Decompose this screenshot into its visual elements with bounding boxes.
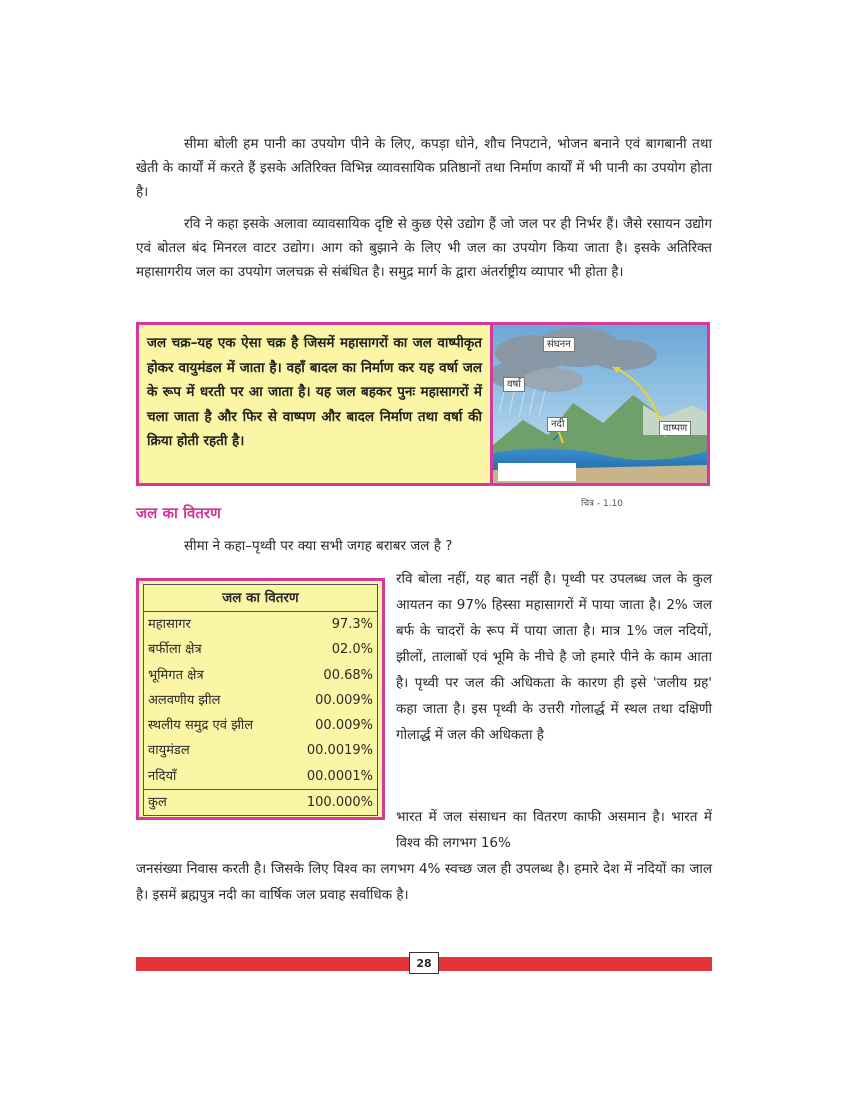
row-label: नदियाँ bbox=[148, 768, 177, 784]
row-label: वायुमंडल bbox=[148, 743, 190, 759]
paragraph-seema-text: सीमा बोली हम पानी का उपयोग पीने के लिए, कपड़ा धोने, शौच निपटाने, भोजन बनाने एवं बागबानी तथा खेती के कार्यों में करते हैं इसके अतिरिक्त विभिन्न व्यावसायिक प्रतिष्ठानों तथा निर्माण कार्यों में भी पानी का उपयोग होता है। bbox=[136, 136, 712, 200]
water-cycle-diagram bbox=[493, 325, 707, 483]
row-value: 02.0% bbox=[331, 642, 373, 658]
water-cycle-illustration bbox=[493, 325, 707, 483]
label-evaporation: वाष्पण bbox=[659, 421, 691, 436]
paragraph-seema bbox=[136, 132, 712, 204]
paragraph-india-rest: जनसंख्या निवास करती है। जिसके लिए विश्व का लगभग 4% स्वच्छ जल ही उपलब्ध है। हमारे देश में नदियों का जाल है। इसमें ब्रह्मपुत्र नदी का वार्षिक जल प्रवाह सर्वाधिक है। bbox=[136, 861, 712, 903]
water-cycle-text: जल चक्र–यह एक ऐसा चक्र है जिसमें महासागरों का जल वाष्पीकृत होकर वायुमंडल में जाता है। वहाँ बादल का निर्माण कर यह वर्षा जल के रूप में धरती पर आ जाता है। यह जल बहकर पुनः महासागरों में चला जाता है और फिर से वाष्पण और बादल निर्माण तथा वर्षा की क्रिया होती रहती है। bbox=[139, 325, 493, 483]
label-condensation: संघनन bbox=[543, 337, 575, 352]
table-row bbox=[144, 713, 377, 738]
paragraph-ravi bbox=[136, 212, 712, 284]
paragraph-distribution bbox=[396, 566, 712, 748]
row-value: 00.009% bbox=[315, 692, 373, 708]
row-value: 00.009% bbox=[315, 718, 373, 734]
blank-label-box bbox=[498, 463, 576, 481]
total-value: 100.000% bbox=[306, 795, 373, 811]
row-value: 00.0001% bbox=[306, 768, 373, 784]
paragraph-india-start-text: भारत में जल संसाधन का वितरण काफी असमान है। भारत में विश्व की लगभग 16% bbox=[396, 809, 712, 851]
figure-caption: चित्र - 1.10 bbox=[581, 499, 624, 509]
row-value: 00.68% bbox=[323, 667, 373, 683]
table-total-row bbox=[144, 789, 377, 815]
row-value: 00.0019% bbox=[306, 743, 373, 759]
table-body bbox=[143, 611, 378, 816]
paragraph-distribution-text: रवि बोला नहीं, यह बात नहीं है। पृथ्वी पर उपलब्ध जल के कुल आयतन का 97% हिस्सा महासागरों में पाया जाता है। 2% जल बर्फ के चादरों के रूप में पाया जाता है। मात्र 1% जल नदियों, झीलों, तालाबों एवं भूमि के नीचे है जो हमारे पीने के काम आता है। पृथ्वी पर जल की अधिकता के कारण ही इसे 'जलीय ग्रह' कहा जाता है। इस पृथ्वी के उत्तरी गोलार्द्ध में स्थल तथा दक्षिणी गोलार्द्ध में जल की अधिकता है bbox=[396, 571, 712, 743]
page-number: 28 bbox=[409, 952, 439, 974]
table-row bbox=[144, 738, 377, 763]
seema-question: सीमा ने कहा–पृथ्वी पर क्या सभी जगह बराबर जल है ? bbox=[184, 538, 453, 554]
label-river: नदी bbox=[547, 417, 568, 432]
table-title: जल का वितरण bbox=[143, 584, 378, 611]
total-label: कुल bbox=[148, 795, 167, 811]
label-rain: वर्षा bbox=[503, 377, 525, 392]
paragraph-india-start bbox=[396, 804, 712, 856]
paragraph-ravi-text: रवि ने कहा इसके अलावा व्यावसायिक दृष्टि से कुछ ऐसे उद्योग हैं जो जल पर ही निर्भर हैं। जैसे रसायन उद्योग एवं बोतल बंद मिनरल वाटर उद्योग। आग को बुझाने के लिए भी जल का उपयोग किया जाता है। इसके अतिरिक्त महासागरीय जल का उपयोग जलचक्र से संबंधित है। समुद्र मार्ग के द्वारा अंतर्राष्ट्रीय व्यापार भी होता है। bbox=[136, 216, 712, 280]
section-heading: जल का वितरण bbox=[136, 504, 221, 522]
row-label: भूमिगत क्षेत्र bbox=[148, 667, 204, 683]
row-label: बर्फीला क्षेत्र bbox=[148, 642, 202, 658]
table-row bbox=[144, 612, 377, 637]
table-row bbox=[144, 688, 377, 713]
table-row bbox=[144, 764, 377, 789]
row-label: महासागर bbox=[148, 617, 191, 632]
row-label: अलवणीय झील bbox=[148, 692, 221, 708]
water-cycle-box bbox=[136, 322, 710, 486]
table-row bbox=[144, 637, 377, 662]
table-row bbox=[144, 663, 377, 688]
distribution-table bbox=[136, 578, 385, 820]
row-label: स्थलीय समुद्र एवं झील bbox=[148, 718, 254, 734]
row-value: 97.3% bbox=[331, 617, 373, 632]
